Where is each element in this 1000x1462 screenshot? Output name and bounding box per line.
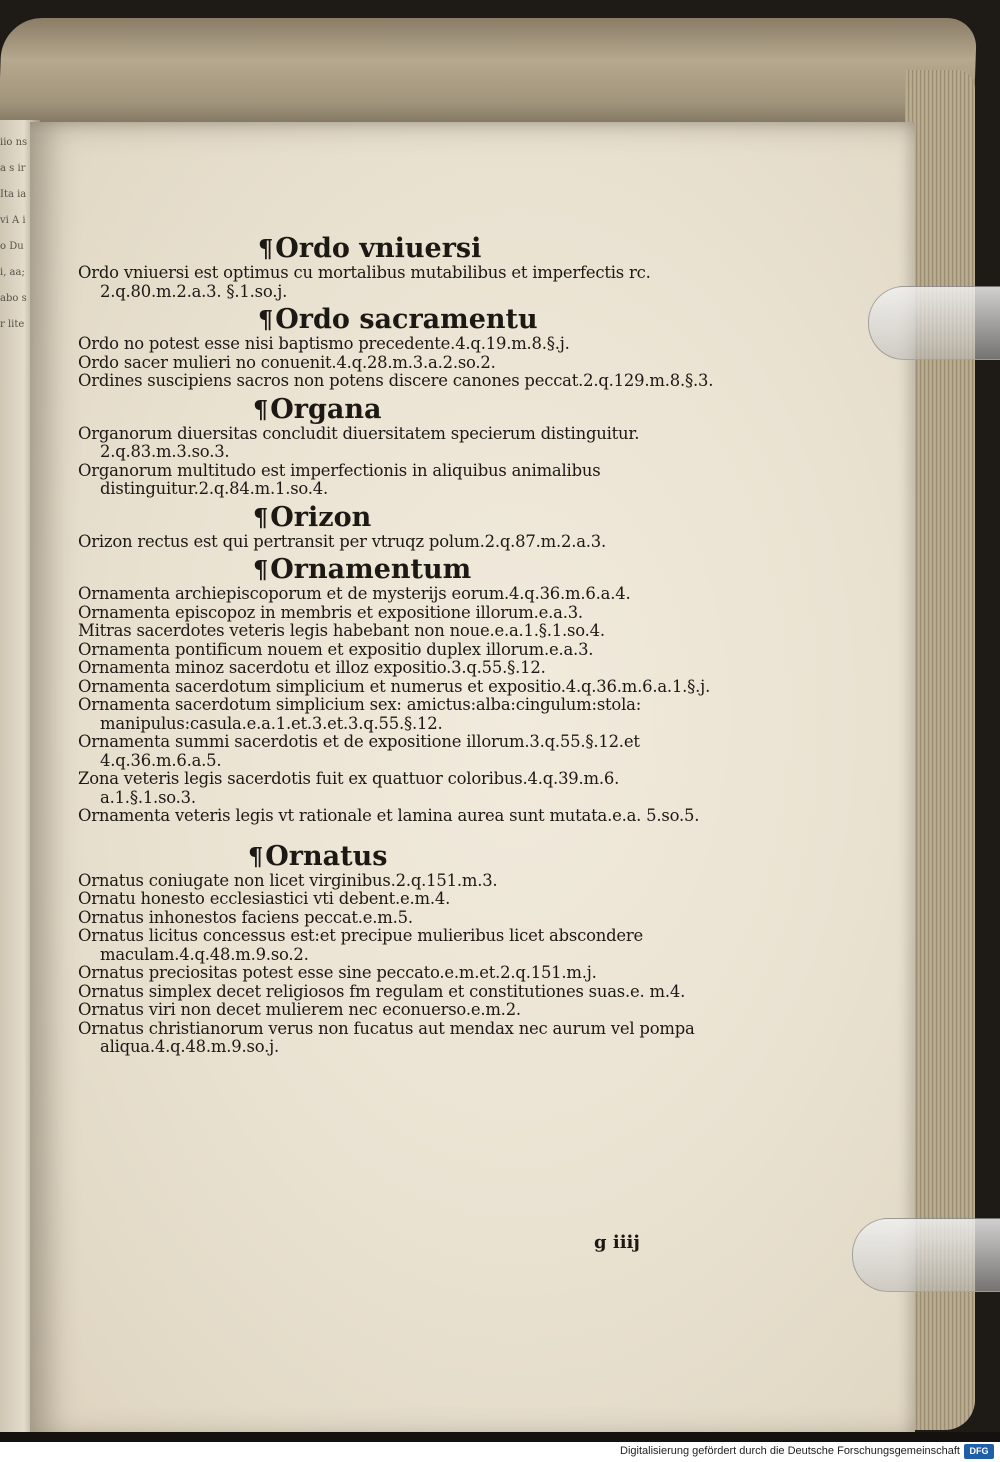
index-entry: Ornatus viri non decet mulierem nec econuerso.e.m.2. <box>78 1000 521 1019</box>
section-heading: Orizon <box>270 501 372 533</box>
dfg-logo: DFG <box>964 1444 994 1459</box>
signature-mark: g iiij <box>594 1232 640 1253</box>
index-entry: Ornatus licitus concessus est:et precipue mulieribus licet abscondere maculam.4.q.48.m.9.so.2. <box>78 926 644 964</box>
index-entry: Ornamenta sacerdotum simplicium et numerus et expositio.4.q.36.m.6.a.1.§.j. <box>78 676 711 696</box>
glass-clamp-top <box>868 286 1000 360</box>
index-entry: Ordo sacer mulieri no conuenit.4.q.28.m.3.a.2.so.2. <box>78 352 496 372</box>
index-entry: Ornatus christianorum verus non fucatus aut mendax nec aurum vel pompa aliqua.4.q.48.m.9.so.j. <box>78 1018 695 1056</box>
footer-credit: Digitalisierung gefördert durch die Deutsche Forschungsgemeinschaft <box>620 1445 960 1457</box>
index-entry: Ordo no potest esse nisi baptismo precedente.4.q.19.m.8.§.j. <box>78 334 570 353</box>
section-heading: Ordo sacramentu <box>275 304 538 335</box>
pilcrow-icon: ¶ <box>253 394 269 424</box>
index-entry: Ornamenta pontificum nouem et expositio duplex illorum.e.a.3. <box>78 639 594 659</box>
index-entry: Ornamenta archiepiscoporum et de mysterijs eorum.4.q.36.m.6.a.4. <box>78 584 631 603</box>
index-entry: Ornatus coniugate non licet virginibus.2.q.151.m.3. <box>78 870 498 890</box>
glass-clamp-bottom <box>852 1218 1000 1292</box>
pilcrow-icon: ¶ <box>258 305 274 334</box>
section-orizon <box>78 503 718 552</box>
index-text-block <box>78 230 718 1059</box>
section-heading: Ornatus <box>265 840 388 872</box>
book-top-edge <box>0 18 977 138</box>
section-ornatus <box>78 842 718 1057</box>
pilcrow-icon: ¶ <box>258 234 274 263</box>
section-heading: Ordo vniuersi <box>275 233 482 264</box>
pilcrow-icon: ¶ <box>253 555 269 584</box>
index-entry: Ornatus preciositas potest esse sine peccato.e.m.et.2.q.151.m.j. <box>78 963 597 982</box>
index-entry: Mitras sacerdotes veteris legis habebant non noue.e.a.1.§.1.so.4. <box>78 621 605 640</box>
index-entry: Organorum diuersitas concludit diuersitatem specierum distinguitur. 2.q.83.m.3.so.3. <box>78 423 640 461</box>
pilcrow-icon: ¶ <box>253 502 269 532</box>
index-entry: Ornamenta veteris legis vt rationale et lamina aurea sunt mutata.e.a. 5.so.5. <box>78 806 700 825</box>
index-entry: Ornamenta minoz sacerdotu et illoz expositio.3.q.55.§.12. <box>78 658 546 677</box>
index-entry: Ornatus inhonestos faciens peccat.e.m.5. <box>78 907 413 927</box>
section-heading: Ornamentum <box>270 554 472 585</box>
index-entry: Ornamenta sacerdotum simplicium sex: amictus:alba:cingulum:stola: manipulus:casula.e.a.1.et.3.et.3.q.55.§.12. <box>78 695 642 733</box>
index-entry: Orizon rectus est qui pertransit per vtruqz polum.2.q.87.m.2.a.3. <box>78 531 607 551</box>
index-entry: Ornatus simplex decet religiosos fm regulam et constitutiones suas.e. m.4. <box>78 981 686 1001</box>
index-entry: Ordines suscipiens sacros non potens discere canones peccat.2.q.129.m.8.§.3. <box>78 371 714 390</box>
index-entry: Ornamenta episcopoz in membris et expositione illorum.e.a.3. <box>78 602 583 622</box>
section-ordo-sacramentu <box>78 305 718 391</box>
section-ornamentum <box>78 555 718 826</box>
bottom-shadow <box>0 1432 1000 1442</box>
section-ordo-vniuersi <box>78 234 718 301</box>
index-entry: Ordo vniuersi est optimus cu mortalibus mutabilibus et imperfectis rc. 2.q.80.m.2.a.3. §.1.so.j. <box>78 263 651 301</box>
section-organa <box>78 395 718 499</box>
index-entry: Ornamenta summi sacerdotis et de expositione illorum.3.q.55.§.12.et 4.q.36.m.6.a.5. <box>78 732 640 770</box>
pilcrow-icon: ¶ <box>248 841 264 871</box>
footer-bar <box>0 1442 1000 1462</box>
section-heading: Organa <box>270 393 382 425</box>
index-entry: Organorum multitudo est imperfectionis in aliquibus animalibus distinguitur.2.q.84.m.1.so.4. <box>78 460 601 498</box>
index-entry: Zona veteris legis sacerdotis fuit ex quattuor coloribus.4.q.39.m.6. a.1.§.1.so.3. <box>78 769 620 807</box>
left-page-margin-text: iio ns a s ir Ita ia vi A io Dui, aa; abo sr lite <box>0 137 28 330</box>
index-entry: Ornatu honesto ecclesiastici vti debent.e.m.4. <box>78 889 451 908</box>
